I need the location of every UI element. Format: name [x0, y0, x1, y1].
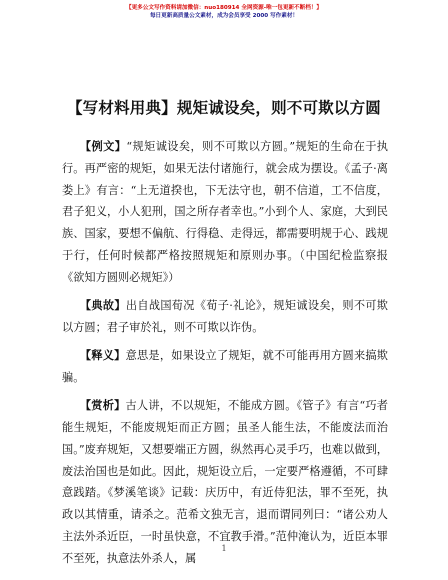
section-text: 意思是，如果设立了规矩，就不可能再用方圆来搞欺骗。: [62, 349, 388, 384]
section-tag: 【例文】: [79, 139, 127, 153]
banner-line-1: 【更多公文写作资料请加微信：nuo180914 全网资源-唯一包更新不断档！】: [125, 5, 323, 11]
page-number: 1: [221, 544, 227, 553]
section-tag: 【释义】: [79, 348, 126, 363]
section-text: 出自战国荀况《荀子·礼论》，规矩诚设矣，则不可欺以方圆；君子审於礼，则不可欺以诈伪。: [62, 299, 388, 334]
header-banner: [0, 4, 448, 20]
section-text: 古人讲，不以规矩，不能成方圆。《管子》有言“巧者能生规矩，不能废规矩而正方圆；虽圣人能生法，不能废法而治国。”废弃规矩，又想要端正方圆，纵然再心灵手巧，也难以做到，废法治国也是如此。因此，规矩设立后，一定要严格遵循，不可肆意践踏。《梦溪笔谈》记载：庆历中，有近侍犯法，罪不至死，执政以其情重，请杀之。范希文独无言，退而谓同列曰：“诸公劝人主法外杀近臣，一时虽快意，不宜教手滑。”范仲淹认为，近臣本罪不至死，执意法外杀人，属: [62, 399, 388, 565]
section-meaning: [62, 345, 388, 389]
document-title: 【写材料用典】规矩诚设矣，则不可欺以方圆: [66, 99, 381, 117]
section-text: “规矩诚设矣，则不可欺以方圆。”规矩的生命在于执行。再严密的规矩，如果无法付诸施行，就会成为摆设。《孟子·离娄上》有言：“上无道揆也，下无法守也，朝不信道，工不信度，君子犯义，小人犯刑，国之所存者幸也。”小到个人、家庭，大到民族、国家，要想不偏航、行得稳、走得远，都需要明规于心、践规于行，任何时候都严格按照规矩和原则办事。（中国纪检监察报《欲知方圆则必规矩》）: [62, 140, 388, 284]
section-example: [62, 136, 388, 289]
section-tag: 【赏析】: [79, 398, 126, 413]
section-tag: 【典故】: [79, 298, 126, 313]
section-origin: [62, 295, 388, 339]
banner-line-2: 每日更新高质量公文素材，成为会员享受 2000 写作素材！: [149, 13, 299, 19]
document-body: [62, 136, 388, 576]
